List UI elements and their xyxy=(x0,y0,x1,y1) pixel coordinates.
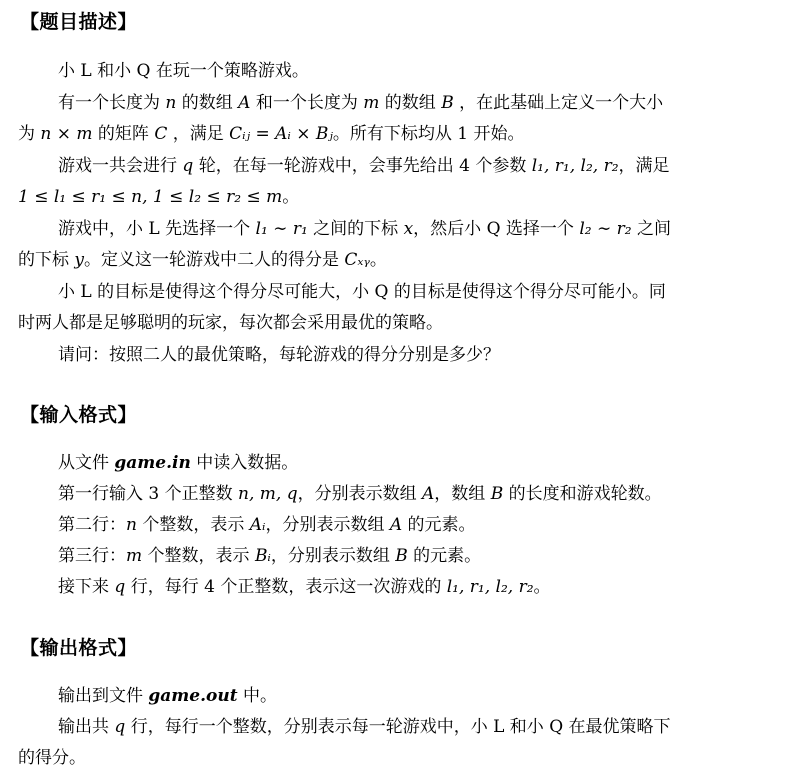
output-line-3: 的得分。 xyxy=(18,748,86,768)
input-line-3: 第二行：n 个整数，表示 Aᵢ，分别表示数组 A 的元素。 xyxy=(58,515,476,535)
input-line-4: 第三行：m 个整数，表示 Bᵢ，分别表示数组 B 的元素。 xyxy=(58,546,482,566)
desc-line-7: 的下标 y。定义这一轮游戏中二人的得分是 Cₓᵧ。 xyxy=(18,250,387,270)
input-line-5: 接下来 q 行，每行 4 个正整数，表示这一次游戏的 l₁, r₁, l₂, r₂。 xyxy=(58,577,551,597)
output-format-heading: 【输出格式】 xyxy=(20,637,138,659)
problem-description-heading: 【题目描述】 xyxy=(20,11,138,33)
desc-line-8: 小 L 的目标是使得这个得分尽可能大，小 Q 的目标是使得这个得分尽可能小。同 xyxy=(58,282,666,302)
desc-line-6: 游戏中，小 L 先选择一个 l₁ ∼ r₁ 之间的下标 x，然后小 Q 选择一个 l₂ ∼ r₂ 之间 xyxy=(58,219,671,239)
desc-line-10: 请问：按照二人的最优策略，每轮游戏的得分分别是多少？ xyxy=(58,345,500,365)
output-line-2: 输出共 q 行，每行一个整数，分别表示每一轮游戏中，小 L 和小 Q 在最优策略下 xyxy=(58,717,671,737)
input-format-heading: 【输入格式】 xyxy=(20,404,138,426)
input-line-2: 第一行输入 3 个正整数 n, m, q，分别表示数组 A，数组 B 的长度和游戏轮数。 xyxy=(58,484,662,504)
desc-line-9: 时两人都是足够聪明的玩家，每次都会采用最优的策略。 xyxy=(18,313,443,333)
desc-line-4: 游戏一共会进行 q 轮，在每一轮游戏中，会事先给出 4 个参数 l₁, r₁, l₂, r₂，满足 xyxy=(58,156,670,176)
desc-paragraph-1: 小 L 和小 Q 在玩一个策略游戏。 xyxy=(58,61,309,81)
output-line-1: 输出到文件 game.out 中。 xyxy=(58,686,277,706)
desc-line-3: 为 n × m 的矩阵 C ，满足 Cᵢⱼ = Aᵢ × Bⱼ。所有下标均从 1 开始。 xyxy=(18,124,525,144)
desc-line-5: 1 ≤ l₁ ≤ r₁ ≤ n, 1 ≤ l₂ ≤ r₂ ≤ m。 xyxy=(18,187,300,207)
desc-line-2: 有一个长度为 n 的数组 A 和一个长度为 m 的数组 B ，在此基础上定义一个大小 xyxy=(58,93,664,113)
input-line-1: 从文件 game.in 中读入数据。 xyxy=(58,453,299,473)
